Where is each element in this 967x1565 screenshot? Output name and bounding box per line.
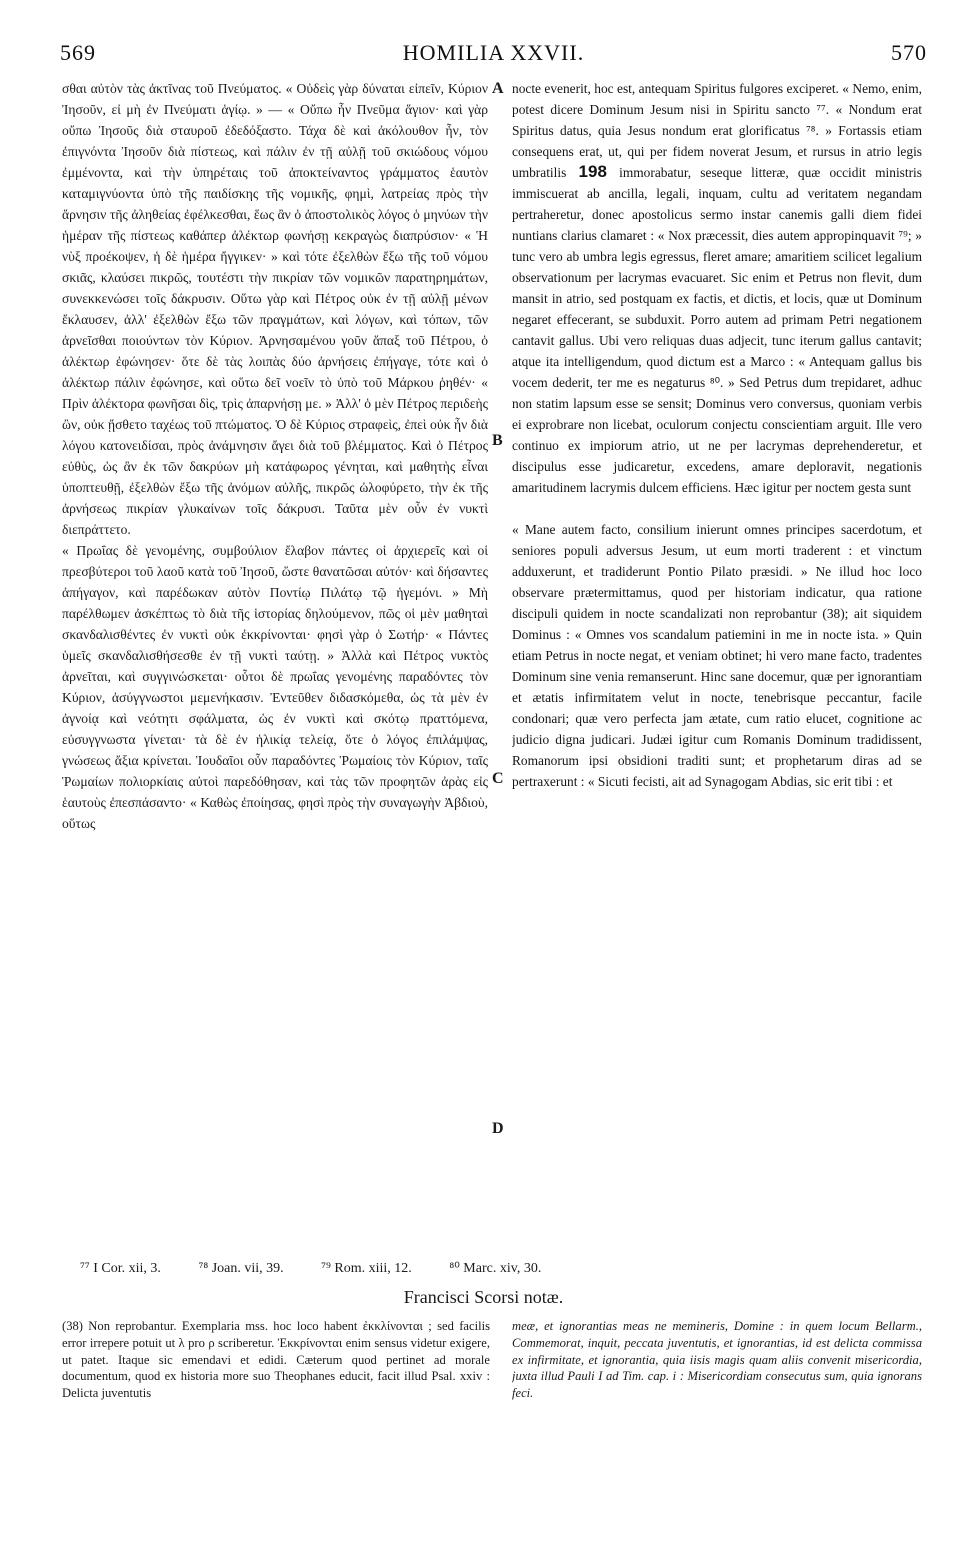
section-letter-b: B [492,432,503,449]
page-number-right: 570 [891,40,927,65]
footnotes [80,1260,927,1282]
note-text-right: meæ, et ignorantias meas ne memineris, Domine : in quem locum Bellarm., Commemorat, inquit, peccata juventutis, et ignorantias, id est delicta commissa ex infirmitate, et ignorantia, quia iisis magis quam aliis convenit misericordia, juxta illud Pauli I ad Tim. cap. i : Misericordiam consecutus sum, quia ignorans feci. [512,1319,922,1401]
page-number-left: 569 [60,40,96,65]
latin-column [512,78,922,1238]
running-title: HOMILIA XXVII. [402,40,585,65]
latin-text [512,78,922,792]
page-marker: 198 [578,162,607,181]
latin-text-part-2: immorabatur, seseque litteræ, quæ occidit ministris immiscuerat ab ancilla, legali, inquam, cultu ad veritatem negandam pertraheretur, donec apostolicus sermo instar canemis galli diem fidei nuntians clarius clamaret : « Nox præcessit, dies autem appropinquavit ⁷⁹; » tunc vero ab umbra legis egressus, fleret amare; amaritiem scilicet legalium observationum per lacrymas evacuaret. Sic enim et Petrus non flevit, dum mansit in atrio, sed postquam ex factis, et dictis, et locis, quæ ut Dominum negaret effecerant, se subduxit. Porro autem ad primam Petri negationem cantavit gallus. Ubi vero reliquas duas adjecit, tunc iterum gallus cantavit; atque ita intelligendum, quod dictum est a Marco : « Antequam gallus bis vocem dederit, ter me es negaturus ⁸⁰. » Sed Petrus dum trepidaret, adhuc non statim lapsum esse se sensit; Dominus vero conversus, quoniam verbis ei exprobrare non licebat, oculorum conjectu conscientiam arguit. Ille vero continuo ex impiorum atrio, ut ne per lacrymas deprehenderetur, et discipulus esse judicaretur, excedens, amare deploravit, negationis amaritudinem lacrymis dulcem efficiens. Hæc igitur per noctem gesta sunt « Mane autem facto, consilium inierunt omnes principes sacerdotum, et seniores populi adversus Jesum, ut eum morti traderent : et vinctum adduxerunt, et tradiderunt Pontio Pilato præsidi. » Ne illud hoc loco observare prætermittamus, quod per historiam indicatur, qua ratione discipuli quidem in nocte scandalizati non reprobantur (38); ait siquidem Dominus : « Omnes vos scandalum patiemini in me in nocte ista. » Quin etiam Petrus in nocte negat, et veniam obtinet; hi vero mane facto, tradentes Dominum sine venia remanserunt. Hinc sane docemur, quæ per ignorantiam et ætatis infirmitatem velut in nocte, tenebrisque peccantur, facile condonari; quæ vero perfecta jam ætate, cum ratio elucet, cognitione ac judicio digna judicari. Judæi igitur cum Romanis Dominum tradidissent, Romanorum ipsi obsidioni traditi sunt; et prophetarum diras ad se pertraxerunt : « Sicuti fecisti, ait ad Synagogam Abdias, sic erit tibi : et [512,165,922,789]
page-header [60,40,927,70]
note-text-left: (38) Non reprobantur. Exemplaria mss. hoc loco habent ἐκκλίνονται ; sed facilis error irrepere potuit ut λ pro ρ scriberetur. Ἐκκρίνονται enim sensus videtur exigere, ut patet. Itaque sic emendavi et edidi. Cæterum quod pertinet ad morale documentum, quod ex historia more suo Theophanes educit, facit illud Psal. xxiv : Delicta juventutis [62,1319,490,1401]
greek-column [62,78,488,1238]
section-letter-d: D [492,1120,504,1137]
section-letter-c: C [492,770,504,787]
footnote: ⁷⁸ Joan. vii, 39. [198,1261,284,1276]
notes-left-column [62,1318,490,1528]
latin-text-part-1: nocte evenerit, hoc est, antequam Spiritus fulgores exciperet. « Nemo, enim, potest dicere Dominum Jesum nisi in Spiritu sancto ⁷⁷. « Nondum erat Spiritus datus, quia Jesus nondum erat glorificatus ⁷⁸. » Fortassis etiam consequens erat, ut, qui per fidem noverat Jesum, et rursus in atrio legis umbratilis [512,81,922,180]
notes-right-column [512,1318,922,1528]
footnote: ⁸⁰ Marc. xiv, 30. [449,1261,542,1276]
notes-title: Francisci Scorsi notæ. [403,1287,564,1307]
section-letter-a: A [492,80,504,97]
greek-text: σθαι αὐτὸν τὰς ἀκτῖνας τοῦ Πνεύματος. « Οὐδεὶς γὰρ δύναται εἰπεῖν, Κύριον Ἰησοῦν, εἰ μὴ ἐν Πνεύματι ἁγίῳ. » — « Οὔπω ἦν Πνεῦμα ἅγιον· καὶ γὰρ οὔπω Ἰησοῦς διὰ σταυροῦ ἐδεδόξαστο. Τάχα δὲ καὶ ἀκόλουθον ἦν, τὸν ἐπιγνόντα Ἰησοῦν διὰ πίστεως, καὶ πάλιν ἐν τῇ αὐλῇ τοῦ σκιώδους νόμου ἐμμένοντα, καὶ τὴν ὑπηρέταις τοῦ ἀποκτείναντος γράμματος ἑαυτὸν καταμιγνύοντα ὑπὸ τῆς παιδίσκης τῆς νομικῆς, φημὶ, λατρείας πρὸς τὴν ἄρνησιν τῆς ἀληθείας ἐφέλκεσθαι, ἕως ἂν ὁ ἀποστολικὸς λόγος ὁ μηνύων τὴν ἡμέραν τῆς πίστεως καθάπερ ἀλέκτωρ φωνήσῃ κεκραγὼς διαπρύσιον· « Ἡ νὺξ προέκοψεν, ἡ δὲ ἡμέρα ἤγγικεν· » καὶ τότε ἐξελθὼν ἔξω τῆς τοῦ νόμου σκιᾶς, κλαύσει πικρῶς, τουτέστι τὴν πικρίαν τῶν νομικῶν παρατηρημάτων, συνεκκενώσει τοῖς δάκρυσιν. Οὕτω γὰρ καὶ Πέτρος οὐκ ἐν τῇ αὐλῇ μένων ἔκλαυσεν, ἀλλ' ἐξελθὼν ἔξω τῶν πραγμάτων, καὶ λόγων, καὶ τόπων, τῶν ἀρνεῖσθαι ποιούντων τὸν Κύριον. Ἀρνησαμένου γοῦν ἅπαξ τοῦ Πέτρου, ὁ ἀλέκτωρ ἐφώνησεν· ὅτε δὲ τὰς λοιπὰς δύο ἀρνήσεις ἐπήγαγε, τότε καὶ ὁ ἀλέκτωρ πάλιν ἐφώνησε, καὶ οὕτω δεῖ νοεῖν τὸ ὑπὸ τοῦ Μάρκου ῥηθέν· « Πρὶν ἀλέκτορα φωνῆσαι δὶς, τρὶς ἀπαρνήσῃ με. » Ἀλλ' ὁ μὲν Πέτρος περιδεὴς ὢν, οὐκ ᾔσθετο ταχέως τοῦ πτώματος. Ὁ δὲ Κύριος στραφεὶς, ἐπεὶ οὐκ ἦν διὰ λόγου κατονειδίσαι, πρὸς ἀνάμνησιν ἄγει διὰ τοῦ βλέμματος. Καὶ ὁ Πέτρος εὐθὺς, ὡς ἂν ἐκ τῶν δακρύων μὴ κατάφωρος γένηται, καὶ μαθητὴς εἶναι ὑποπτευθῇ, ἐξελθὼν ἔξω τῆς ἀνόμων αὐλῆς, πικρῶς ὠλοφύρετο, τὴν ἐκ τῆς ἀρνήσεως πικρίαν γλυκαίνων τοῖς δάκρυσι. Ταῦτα μὲν οὖν ἐν νυκτὶ διεπράττετο. « Πρωΐας δὲ γενομένης, συμβούλιον ἔλαβον πάντες οἱ ἀρχιερεῖς καὶ οἱ πρεσβύτεροι τοῦ λαοῦ κατὰ τοῦ Ἰησοῦ, ὥστε θανατῶσαι αὐτόν· καὶ δήσαντες ἀπήγαγον, καὶ παρέδωκαν αὐτὸν Ποντίῳ Πιλάτῳ τῷ ἡγεμόνι. » Μὴ παρέλθωμεν ἀσκέπτως τὸ διὰ τῆς ἱστορίας δηλούμενον, πῶς οἱ μὲν μαθηταὶ σκανδαλισθέντες ἐν νυκτὶ οὐκ ἐκκρίνονται· φησὶ γὰρ ὁ Σωτήρ· « Πάντες ὑμεῖς σκανδαλισθήσεσθε ἐν τῇ νυκτὶ ταύτῃ. » Ἀλλὰ καὶ Πέτρος νυκτὸς ἀρνεῖται, καὶ συγγινώσκεται· οὗτοι δὲ πρωΐας γενομένης παραδόντες τὸν Κύριον, ἀσύγγνωστοι μεμενήκασιν. Ἐντεῦθεν διδασκόμεθα, ὡς τὰ μὲν ἐν ἀγνοίᾳ καὶ νεότητι σφάλματα, ὡς ἐν νυκτὶ καὶ σκότῳ πραττόμενα, εὐσυγγνωστα γίνεται· τὰ δὲ ἐν ἡλικίᾳ τελείᾳ, ὅτε ὁ λόγος ἐπιλάμψας, γνώσεως ἄξια κρίνεται. Ἰουδαῖοι οὖν παραδόντες Ῥωμαίοις τὸν Κύριον, ταῖς Ῥωμαίων πολιορκίαις αὐτοὶ παρεδόθησαν, καὶ τὰς τῶν προφητῶν ἀρὰς εἰς ἑαυτοὺς ἐπεσπάσαντο· « Καθὼς ἐποίησας, φησὶ πρὸς τὴν συναγωγὴν Ἀβδιοὺ, οὕτως [62,81,488,831]
footnote: ⁷⁹ Rom. xiii, 12. [321,1261,412,1276]
footnote: ⁷⁷ I Cor. xii, 3. [80,1261,161,1276]
